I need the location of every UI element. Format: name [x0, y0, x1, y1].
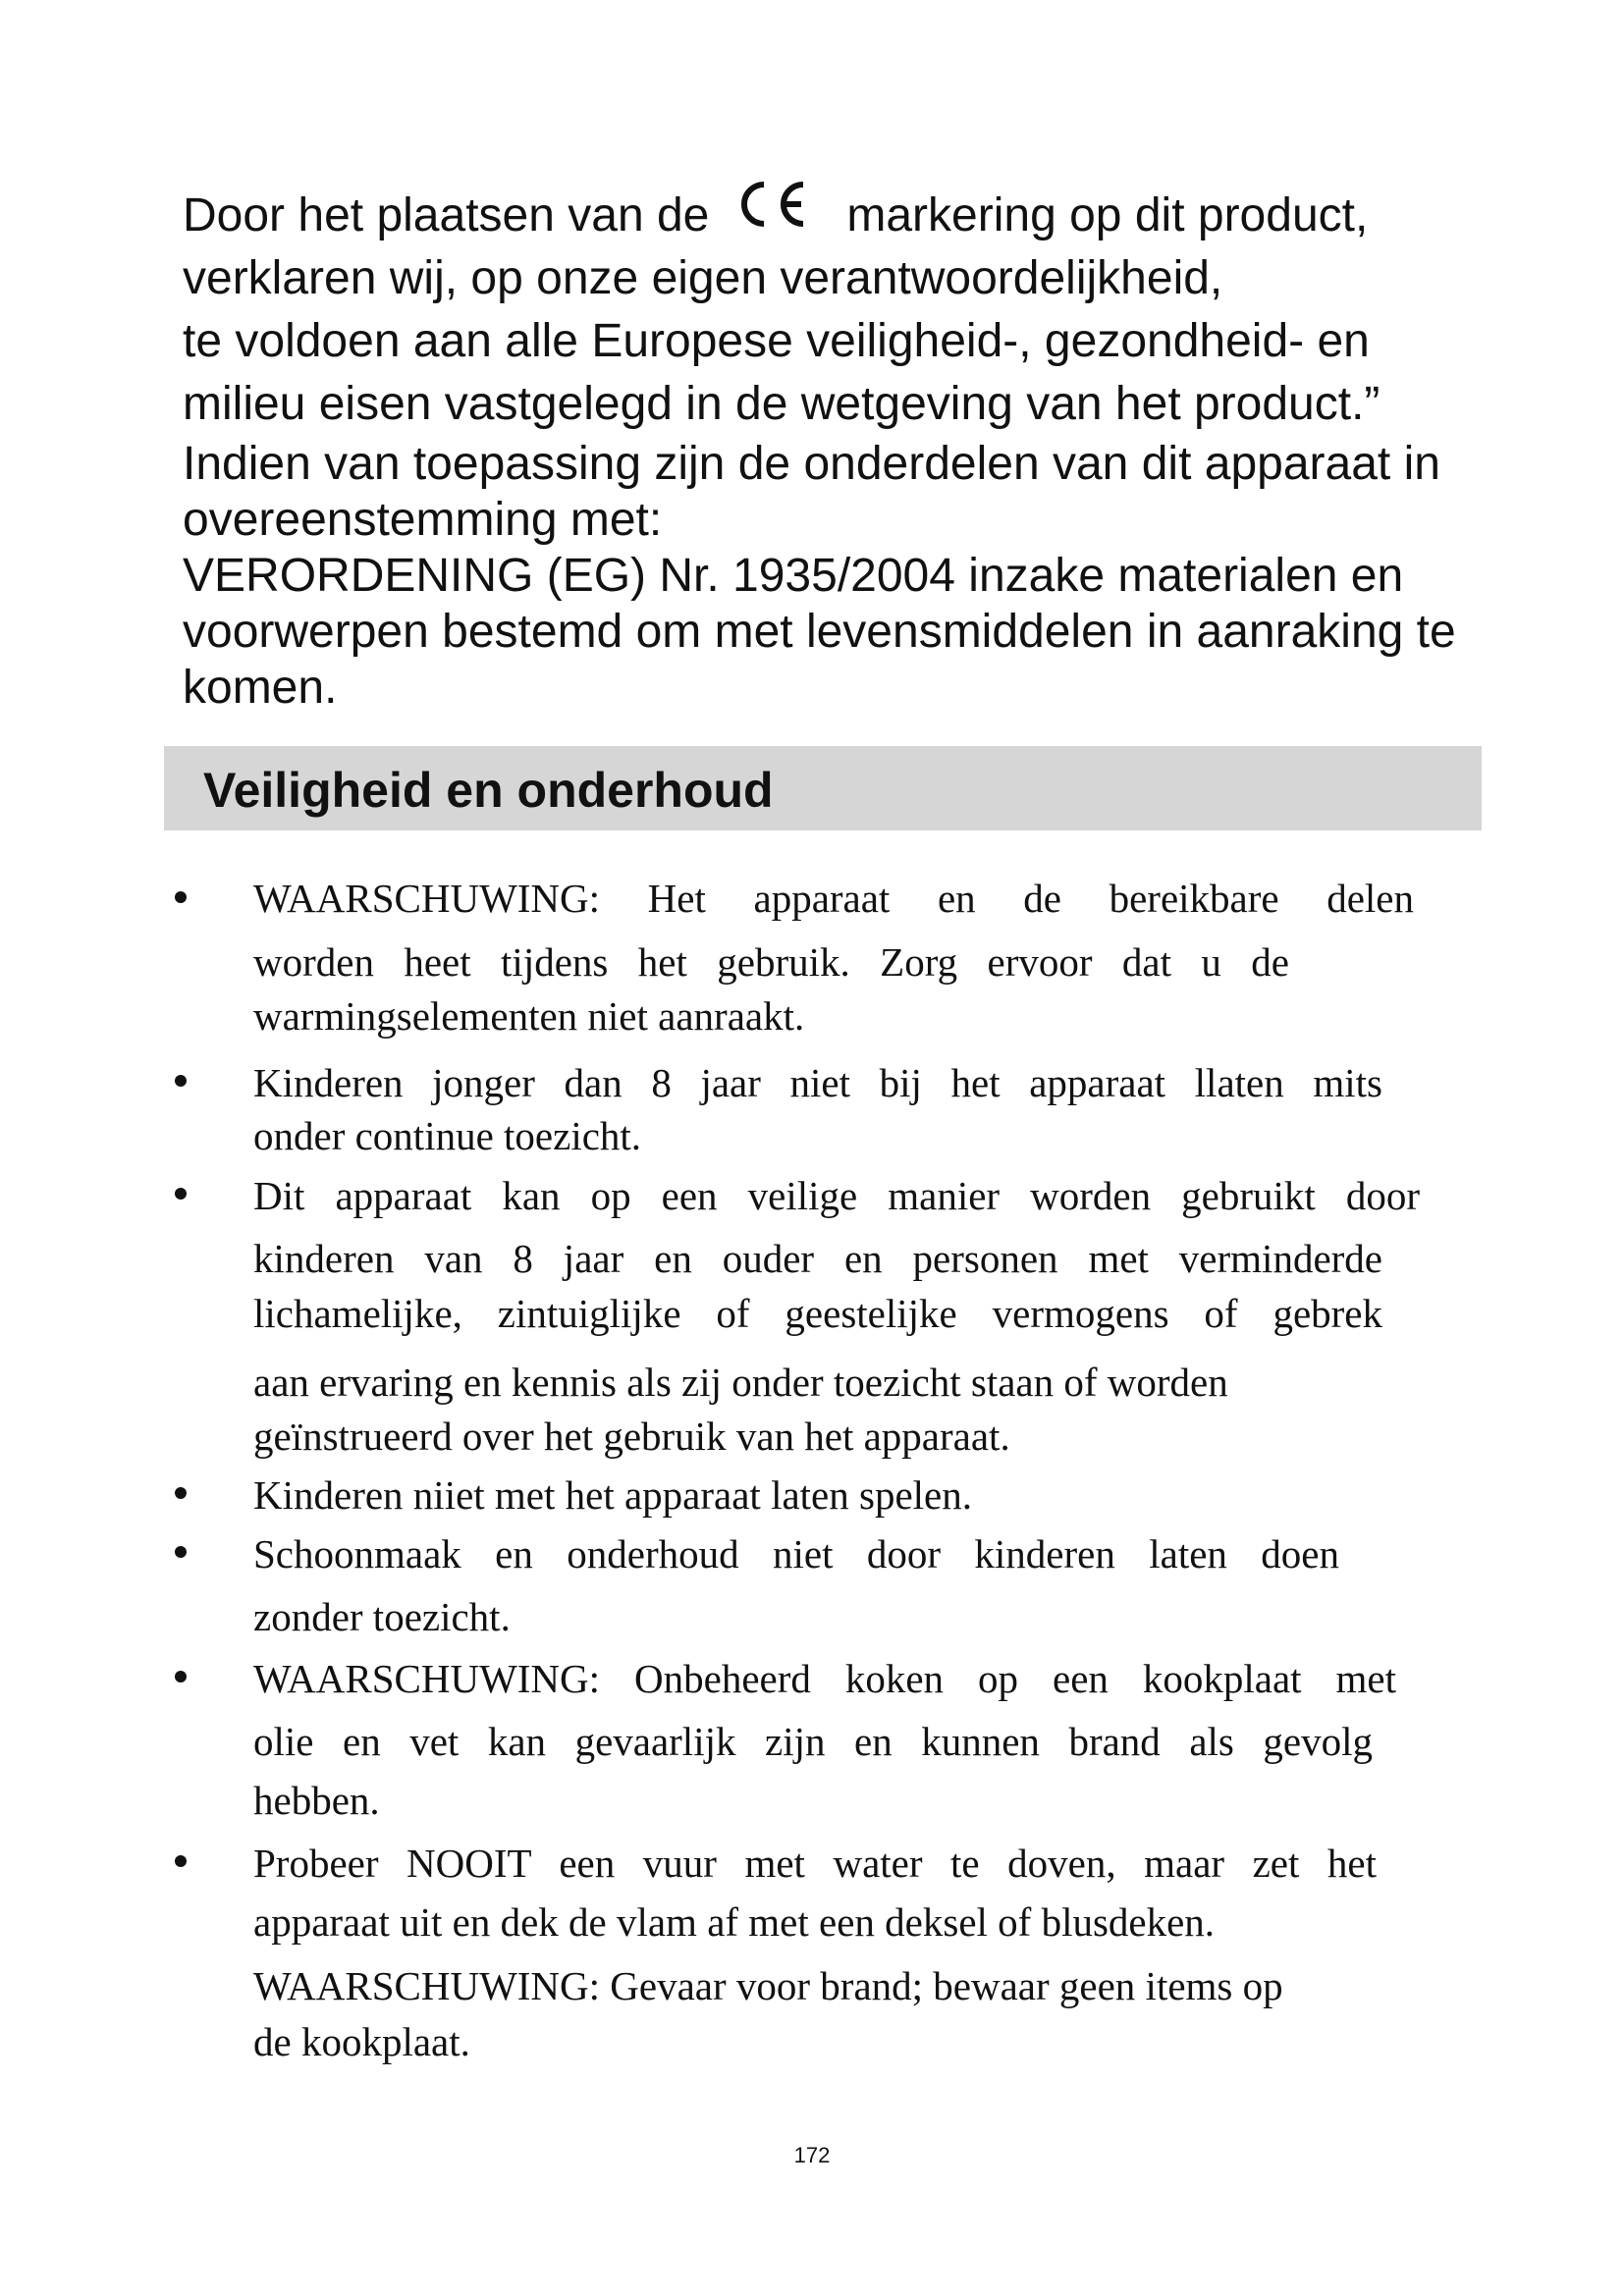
intro-line-3: te voldoen aan alle Europese veiligheid-, gezondheid- en [183, 315, 1370, 367]
intro-line-9: komen. [183, 662, 338, 714]
bullet-line: Kinderen niiet met het apparaat laten spelen. [253, 1472, 972, 1518]
intro-line-4: milieu eisen vastgelegd in de wetgeving van het product.” [183, 378, 1380, 430]
bullet-line: de kookplaat. [253, 2019, 470, 2064]
bullet-line: WAARSCHUWING: Het apparaat en de bereikbare delen [253, 876, 1414, 921]
bullet-line: aan ervaring en kennis als zij onder toezicht staan of worden [253, 1360, 1228, 1405]
intro-line-1 [183, 185, 1498, 247]
intro-line-5: Indien van toepassing zijn de onderdelen van dit apparaat in [183, 438, 1440, 490]
page-number: 172 [793, 2143, 831, 2167]
bullet-dot [175, 1487, 187, 1499]
bullet-dot [175, 891, 187, 903]
ce-mark-logo [736, 179, 811, 246]
ce-declaration [183, 185, 1498, 716]
bullet-line: Probeer NOOIT een vuur met water te doven, maar zet het [253, 1841, 1377, 1886]
intro-line-8: voorwerpen bestemd om met levensmiddelen in aanraking te [183, 606, 1456, 658]
intro-line-6: overeenstemming met: [183, 494, 663, 546]
bullet-dot [175, 1671, 187, 1682]
bullet-line: olie en vet kan gevaarlijk zijn en kunnen brand als gevolg [253, 1719, 1373, 1764]
intro-line-1-end: markering op dit product, [846, 189, 1369, 242]
bullet-line: warmingselementen niet aanraakt. [253, 993, 805, 1039]
bullet-dot [175, 1075, 187, 1087]
section-title: Veiligheid en onderhoud [203, 763, 774, 818]
bullet-dot [175, 1546, 187, 1558]
bullet-line: geïnstrueerd over het gebruik van het apparaat. [253, 1414, 1010, 1459]
bullet-line: kinderen van 8 jaar en ouder en personen met verminderde [253, 1236, 1382, 1281]
intro-line-2: verklaren wij, op onze eigen verantwoordelijkheid, [183, 252, 1223, 304]
bullet-line: lichamelijke, zintuiglijke of geestelijke vermogens of gebrek [253, 1291, 1382, 1336]
bullet-line: hebben. [253, 1778, 380, 1823]
bullet-line: WAARSCHUWING: Onbeheerd koken op een kookplaat met [253, 1656, 1396, 1701]
bullet-line: apparaat uit en dek de vlam af met een deksel of blusdeken. [253, 1899, 1216, 1945]
bullet-line: WAARSCHUWING: Gevaar voor brand; bewaar geen items op [253, 1963, 1283, 2008]
bullet-line: Schoonmaak en onderhoud niet door kinderen laten doen [253, 1531, 1339, 1576]
bullet-dot [175, 1188, 187, 1200]
bullet-line: Dit apparaat kan op een veilige manier worden gebruikt door [253, 1173, 1420, 1218]
intro-line-1-start: Door het plaatsen van de [183, 189, 710, 242]
bullet-line: zonder toezicht. [253, 1594, 511, 1639]
intro-line-7: VERORDENING (EG) Nr. 1935/2004 inzake materialen en [183, 550, 1404, 602]
section-header-bar [164, 746, 1482, 830]
bullet-line: onder continue toezicht. [253, 1113, 642, 1158]
bullet-line: worden heet tijdens het gebruik. Zorg ervoor dat u de [253, 939, 1289, 985]
bullet-line: Kinderen jonger dan 8 jaar niet bij het apparaat llaten mits [253, 1060, 1382, 1105]
bullet-dot [175, 1855, 187, 1867]
